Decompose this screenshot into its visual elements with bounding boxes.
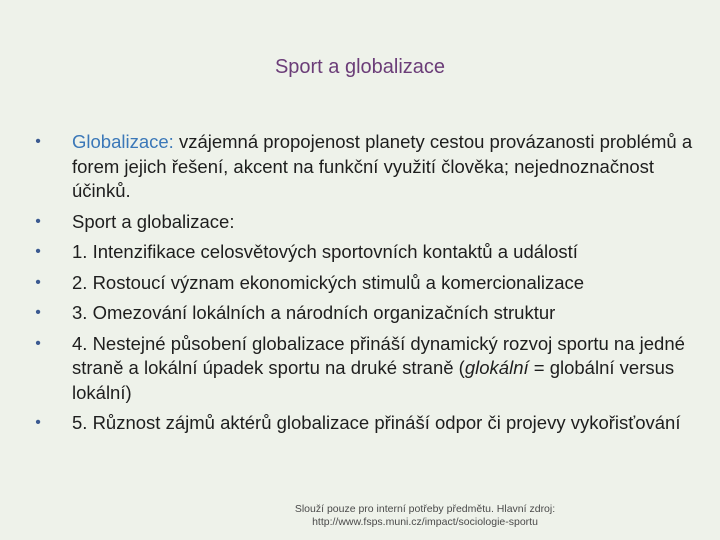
bullet-text: 2. Rostoucí význam ekonomických stimulů a komercionalizace	[72, 271, 585, 293]
bullet-icon: •	[35, 304, 41, 321]
bullet-item-5	[28, 411, 698, 436]
bullet-text: 1. Intenzifikace celosvětových sportovních kontaktů a událostí	[72, 241, 578, 262]
bullet-text: = globální versus lokální)	[72, 357, 675, 403]
bullet-list	[28, 130, 698, 442]
bullet-item-globalizace-definition	[28, 130, 698, 204]
bullet-icon: •	[35, 273, 41, 291]
bullet-item-2	[28, 271, 698, 296]
slide-title: Sport a globalizace	[274, 56, 446, 78]
footer-line-2: http://www.fsps.muni.cz/impact/sociologie-sportu	[312, 516, 538, 528]
bullet-text: vzájemná propojenost planety cestou provázanosti problémů a forem jejich řešení, akcent na funkční využití člověka; nejednoznačnost účinků.	[72, 131, 693, 201]
bullet-item-1	[28, 240, 698, 265]
bullet-text: 3. Omezování lokálních a národních organizačních struktur	[72, 302, 556, 323]
bullet-text: 4. Nestejné působení globalizace přináší dynamický rozvoj sportu na jedné straně a lokální úpadek sportu na druké straně (	[72, 332, 685, 378]
italic-term: glokální	[464, 357, 529, 378]
bullet-icon: •	[35, 334, 41, 352]
source-footer	[270, 503, 580, 529]
term-label: Globalizace:	[72, 131, 174, 152]
bullet-item-4	[28, 332, 698, 406]
bullet-text: Sport a globalizace:	[72, 210, 235, 232]
bullet-icon: •	[35, 243, 41, 260]
bullet-text: 5. Různost zájmů aktérů globalizace přináší odpor či projevy vykořisťování	[72, 412, 681, 433]
bullet-icon: •	[35, 133, 41, 150]
bullet-icon: •	[35, 414, 41, 431]
bullet-item-3	[28, 301, 698, 326]
bullet-icon: •	[35, 212, 41, 230]
footer-line-1: Slouží pouze pro interní potřeby předmětu. Hlavní zdroj:	[294, 503, 556, 515]
bullet-item-sport-globalizace	[28, 210, 698, 235]
